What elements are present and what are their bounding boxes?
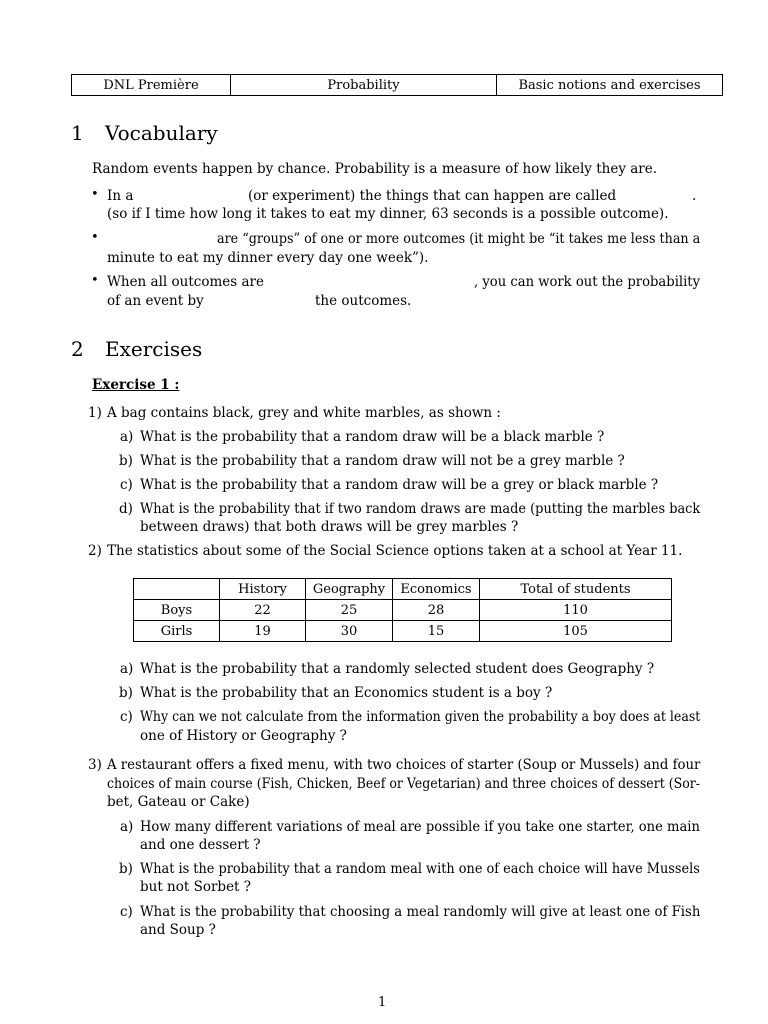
vocab-b1-c: . (692, 188, 697, 204)
table-header-cell: Economics (393, 579, 480, 600)
q2a-text: What is the probability that a randomly selected student does Geography ? (140, 661, 655, 677)
q1d-label: d) (119, 501, 133, 517)
table-header-cell: Total of students (480, 579, 672, 600)
q3-text-2: choices of main course (Fish, Chicken, Beef or Vegetarian) and three choices of dessert (Sor- (107, 776, 701, 792)
table-cell: 25 (306, 600, 393, 621)
q1c-label: c) (120, 477, 133, 493)
q1a-label: a) (120, 429, 134, 445)
q2b-label: b) (119, 685, 133, 701)
q1b-label: b) (119, 453, 133, 469)
table-cell: Boys (134, 600, 220, 621)
bullet-1: • (91, 187, 99, 202)
header-table (71, 74, 723, 96)
vocab-b1-b: (or experiment) the things that can happen are called (248, 188, 617, 204)
table-header-cell: Geography (306, 579, 393, 600)
q3c-label: c) (120, 904, 133, 920)
section-1-heading (71, 121, 218, 145)
q1b-text: What is the probability that a random draw will not be a grey marble ? (140, 453, 625, 469)
table-cell: 28 (393, 600, 480, 621)
table-cell: 110 (480, 600, 672, 621)
q1-number: 1) (88, 405, 102, 421)
q2b-text: What is the probability that an Economics student is a boy ? (140, 685, 553, 701)
q2-text: The statistics about some of the Social Science options taken at a school at Year 11. (107, 543, 683, 559)
vocab-b3-a: When all outcomes are (107, 274, 264, 290)
q1d-text-2: between draws) that both draws will be grey marbles ? (140, 519, 519, 535)
q3a-text-1: How many different variations of meal are possible if you take one starter, one main (140, 819, 700, 835)
q3-text-3: bet, Gateau or Cake) (107, 794, 250, 810)
q3b-label: b) (119, 861, 133, 877)
header-center: Probability (231, 75, 497, 95)
q1c-text: What is the probability that a random draw will be a grey or black marble ? (140, 477, 659, 493)
section-1-title: Vocabulary (105, 121, 218, 145)
q3a-label: a) (120, 819, 134, 835)
table-row (134, 621, 672, 642)
table-row (134, 600, 672, 621)
q3-number: 3) (88, 757, 102, 773)
q1-text: A bag contains black, grey and white marbles, as shown : (107, 405, 501, 421)
q2c-text-1: Why can we not calculate from the information given the probability a boy does at least (140, 709, 701, 725)
vocab-intro: Random events happen by chance. Probability is a measure of how likely they are. (92, 161, 658, 177)
section-2-number: 2 (71, 337, 84, 361)
bullet-2: • (91, 230, 99, 245)
page-number: 1 (378, 995, 387, 1010)
q1a-text: What is the probability that a random draw will be a black marble ? (140, 429, 605, 445)
vocab-b2-line2: minute to eat my dinner every day one week”). (107, 250, 429, 266)
statistics-table (133, 578, 672, 642)
bullet-3: • (91, 273, 99, 288)
q2a-label: a) (120, 661, 134, 677)
q3c-text-1: What is the probability that choosing a meal randomly will give at least one of Fish (140, 904, 701, 920)
vocab-b3-d: the outcomes. (315, 293, 412, 309)
q2-number: 2) (88, 543, 102, 559)
table-cell: 105 (480, 621, 672, 642)
table-cell: 30 (306, 621, 393, 642)
q1d-text-1: What is the probability that if two random draws are made (putting the marbles back (140, 501, 701, 517)
header-right: Basic notions and exercises (518, 77, 701, 93)
table-cell: 22 (220, 600, 306, 621)
section-2-heading (71, 337, 202, 361)
section-1-number: 1 (71, 121, 84, 145)
table-cell: 19 (220, 621, 306, 642)
vocab-b3-c: of an event by (107, 293, 204, 309)
q3a-text-2: and one dessert ? (140, 837, 261, 853)
q3c-text-2: and Soup ? (140, 922, 216, 938)
section-2-title: Exercises (105, 337, 203, 361)
vocab-b1-line2: (so if I time how long it takes to eat my dinner, 63 seconds is a possible outcome). (107, 206, 669, 222)
q3b-text-2: but not Sorbet ? (140, 879, 252, 895)
vocab-b3-b: , you can work out the probability (474, 274, 701, 290)
q2c-label: c) (120, 709, 133, 725)
exercise-1-title: Exercise 1 : (92, 377, 180, 393)
q3-text-1: A restaurant offers a fixed menu, with two choices of starter (Soup or Mussels) and four (107, 757, 701, 773)
vocab-b1-a: In a (107, 188, 134, 204)
table-header-cell: History (220, 579, 306, 600)
table-header-row (134, 579, 672, 600)
q3b-text-1: What is the probability that a random meal with one of each choice will have Mussels (140, 861, 700, 877)
q2c-text-2: one of History or Geography ? (140, 728, 347, 744)
header-left: DNL Première (72, 75, 231, 95)
table-cell: Girls (134, 621, 220, 642)
table-header-cell (134, 579, 220, 600)
vocab-b2-line1: are “groups” of one or more outcomes (it might be “it takes me less than a (217, 231, 701, 247)
table-cell: 15 (393, 621, 480, 642)
